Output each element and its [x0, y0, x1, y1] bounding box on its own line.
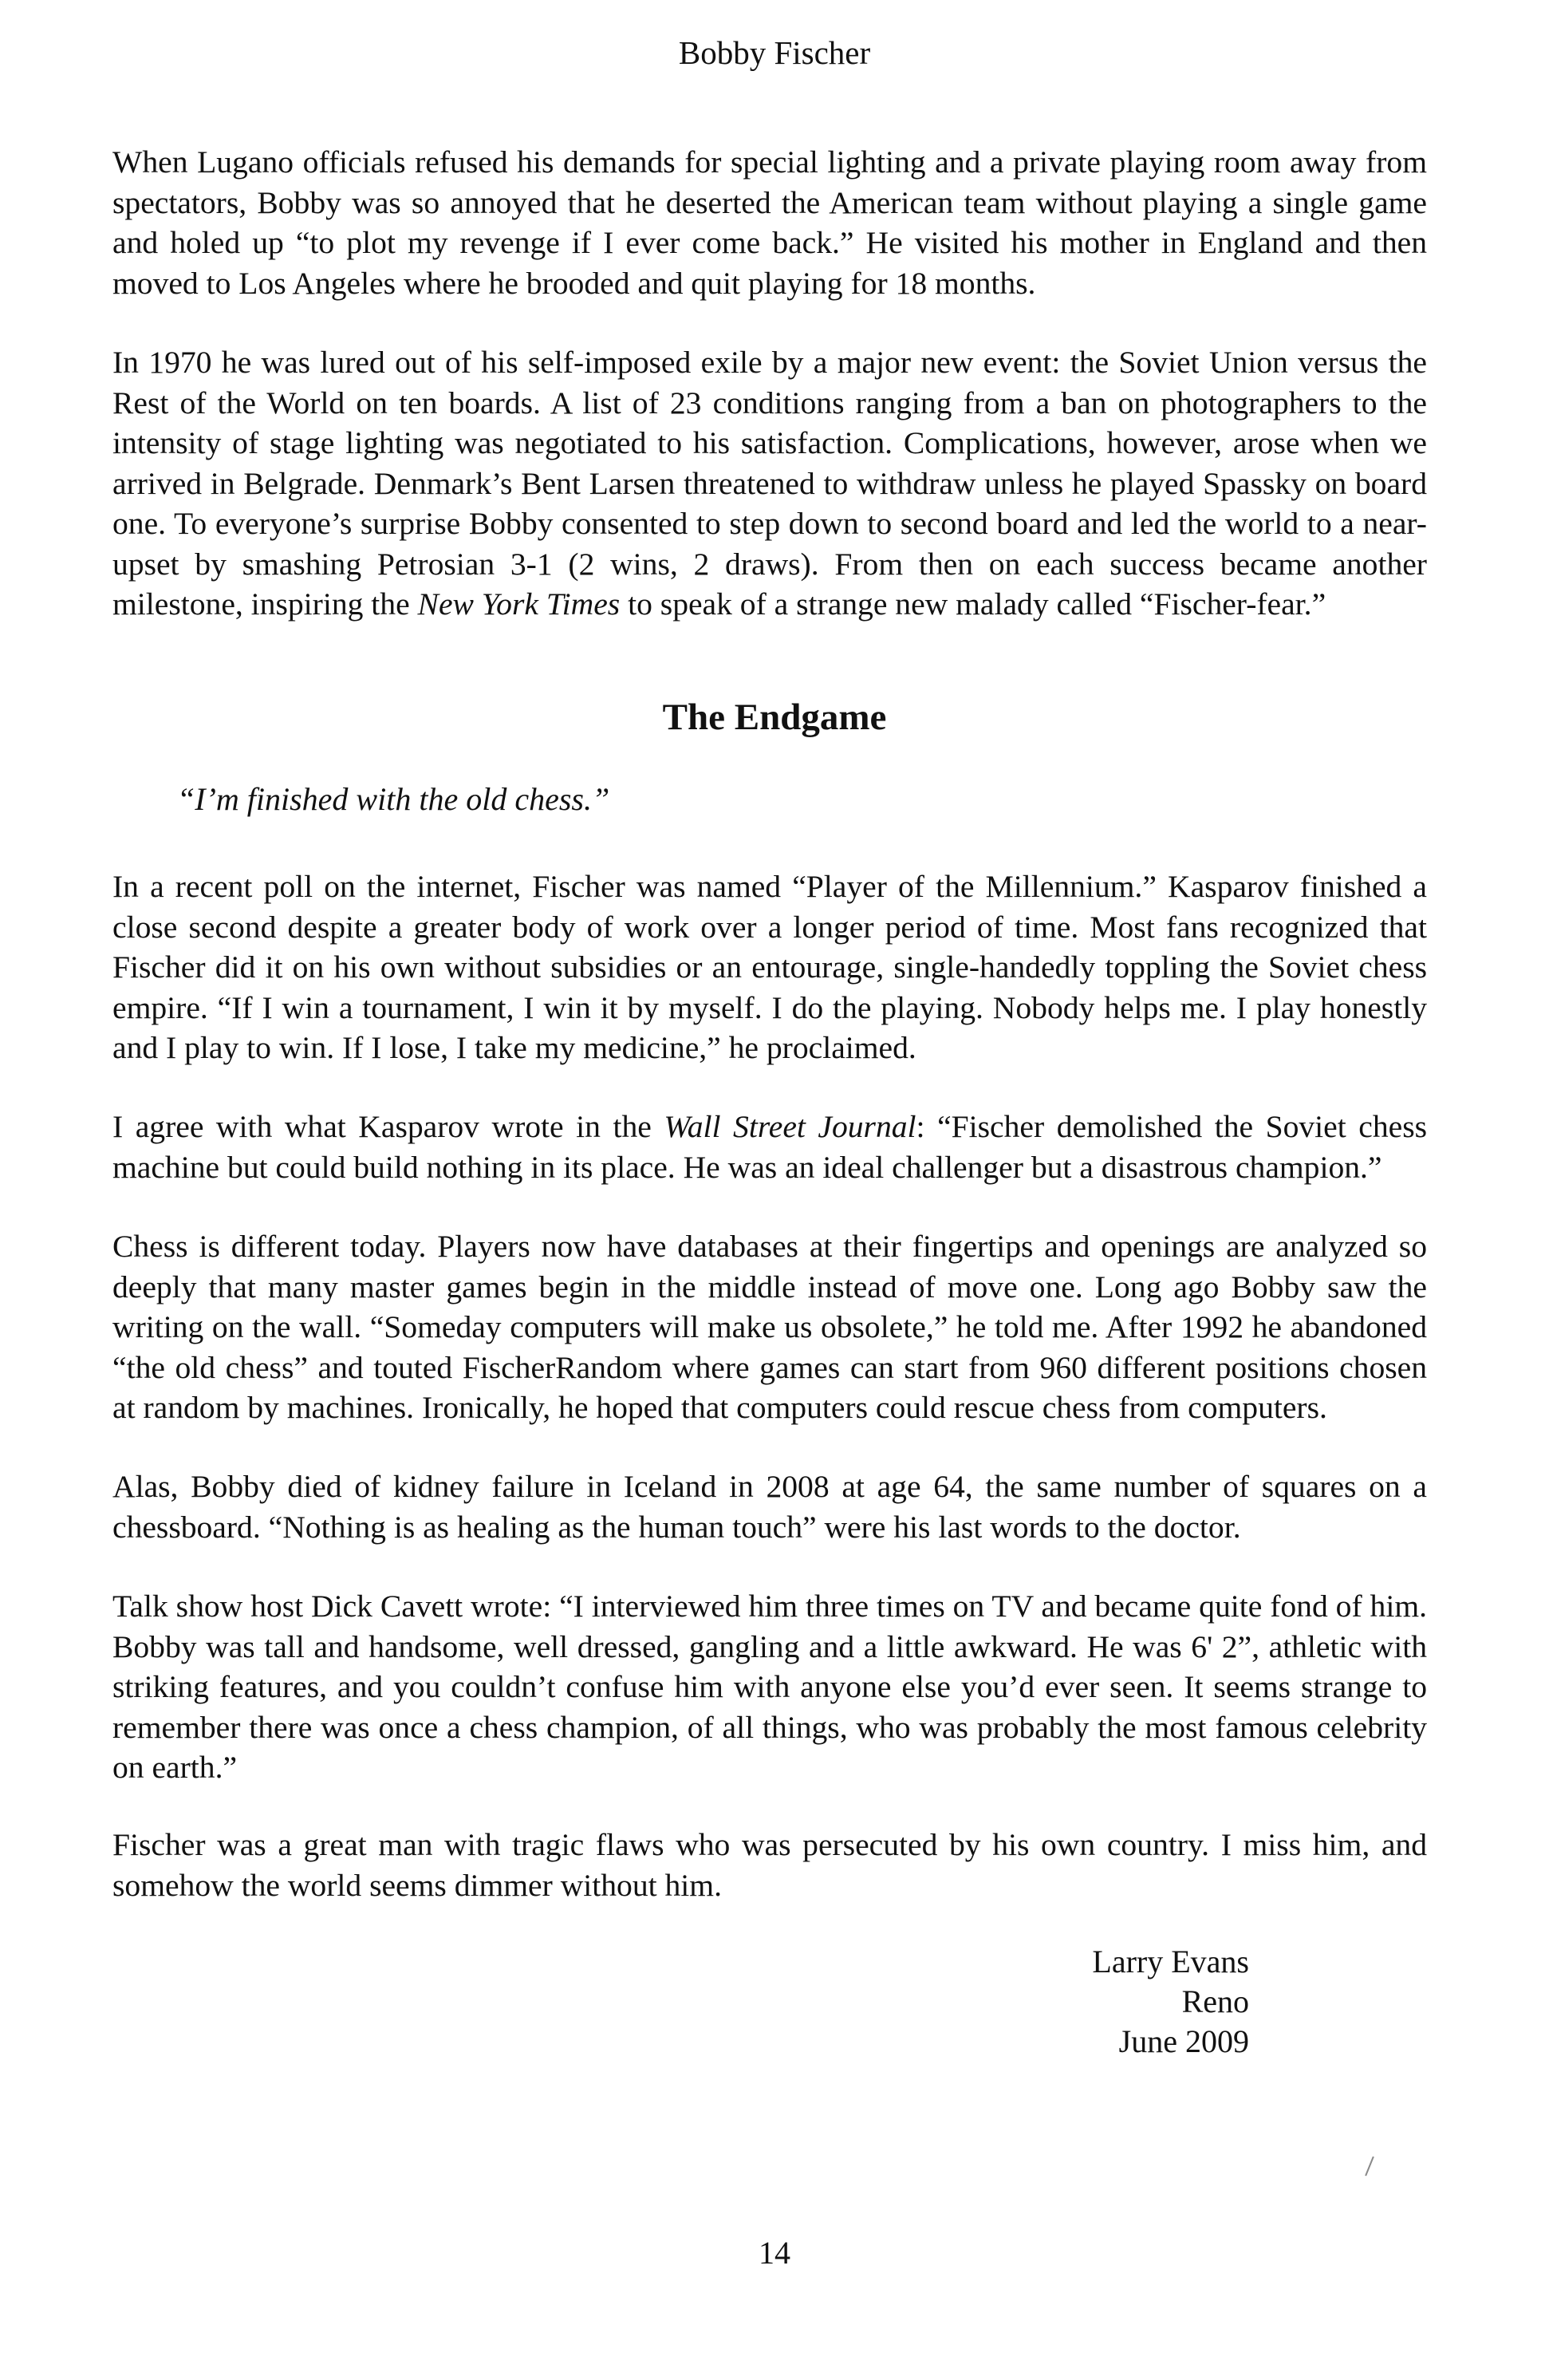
page-number: 14 — [759, 2235, 790, 2271]
paragraph-chess-today: Chess is different today. Players now have databases at their fingertips and openings are analyzed so deeply that many master games begin in the middle instead of move one. Long ago Bobby saw the writing on the wall. “Someday computers will make us obsolete,” he told me. After 1992 he abandoned “the old chess” and touted FischerRandom where games can start from 960 different positions chosen at random by machines. Ironically, he hoped that computers could rescue chess from computers. — [112, 1229, 1427, 1425]
author-place: Reno — [1181, 1983, 1249, 2019]
paragraph-text: I agree with what Kasparov wrote in the — [112, 1109, 664, 1144]
running-head: Bobby Fischer — [678, 34, 871, 71]
paragraph-death: Alas, Bobby died of kidney failure in Iceland in 2008 at age 64, the same number of squares on a chessboard. “Nothing is as healing as the human touch” were his last words to the doctor. — [112, 1469, 1427, 1545]
epigraph-quote: “I’m finished with the old chess.” — [177, 781, 610, 817]
paragraph-text: : “Fischer demolished the Soviet chess machine but could build nothing in its place. He was an ideal challenger but a disastrous champion.” — [112, 1109, 1428, 1185]
section-heading: The Endgame — [662, 697, 887, 738]
paragraph-1970-event — [112, 342, 1427, 625]
author-name: Larry Evans — [1092, 1944, 1249, 1979]
author-date: June 2009 — [1118, 2023, 1249, 2059]
paragraph-closing: Fischer was a great man with tragic flaws who was persecuted by his own country. I miss him, and somehow the world seems dimmer without him. — [112, 1827, 1427, 1903]
paragraph-text: to speak of a strange new malady called “Fischer-fear.” — [620, 586, 1326, 622]
paragraph-cavett: Talk show host Dick Cavett wrote: “I interviewed him three times on TV and became quite fond of him. Bobby was tall and handsome, well dressed, gangling and a little awkward. He was 6' 2”, athletic with striking features, and you couldn’t confuse him with anyone else you’d ever seen. It seems strange to remember there was once a chess champion, of all things, who was probably the most famous celebrity on earth.” — [112, 1589, 1427, 1785]
pen-mark — [1365, 2157, 1374, 2177]
paragraph-poll: In a recent poll on the internet, Fischer was named “Player of the Millennium.” Kasparov finished a close second despite a greater body of work over a longer period of time. Most fans recognized that Fischer did it on his own without subsidies or an entourage, single-handedly toppling the Soviet chess empire. “If I win a tournament, I win it by myself. I do the playing. Nobody helps me. I play honestly and I play to win. If I lose, I take my medicine,” he proclaimed. — [112, 869, 1427, 1065]
newspaper-title: Wall Street Journal — [664, 1109, 916, 1144]
paragraph-kasparov — [112, 1107, 1427, 1187]
paragraph-lugano: When Lugano officials refused his demands for special lighting and a private playing room away from spectators, Bobby was so annoyed that he deserted the American team without playing a single game and holed up “to plot my revenge if I ever come back.” He visited his mother in England and then moved to Los Angeles where he brooded and quit playing for 18 months. — [112, 144, 1427, 301]
signature-block — [1092, 1942, 1249, 2062]
newspaper-title: New York Times — [417, 586, 621, 622]
paragraph-text: In 1970 he was lured out of his self-imposed exile by a major new event: the Soviet Union versus the Rest of the World on ten boards. A list of 23 conditions ranging from a ban on photographers to the intensity of stage lighting was negotiated to his satisfaction. Complications, however, arose when we arrived in Belgrade. Denmark’s Bent Larsen threatened to withdraw unless he played Spassky on board one. To everyone’s surprise Bobby consented to step down to second board and led the world to a near-upset by smashing Petrosian 3-1 (2 wins, 2 draws). From then on each success became another milestone, inspiring the — [112, 345, 1427, 622]
